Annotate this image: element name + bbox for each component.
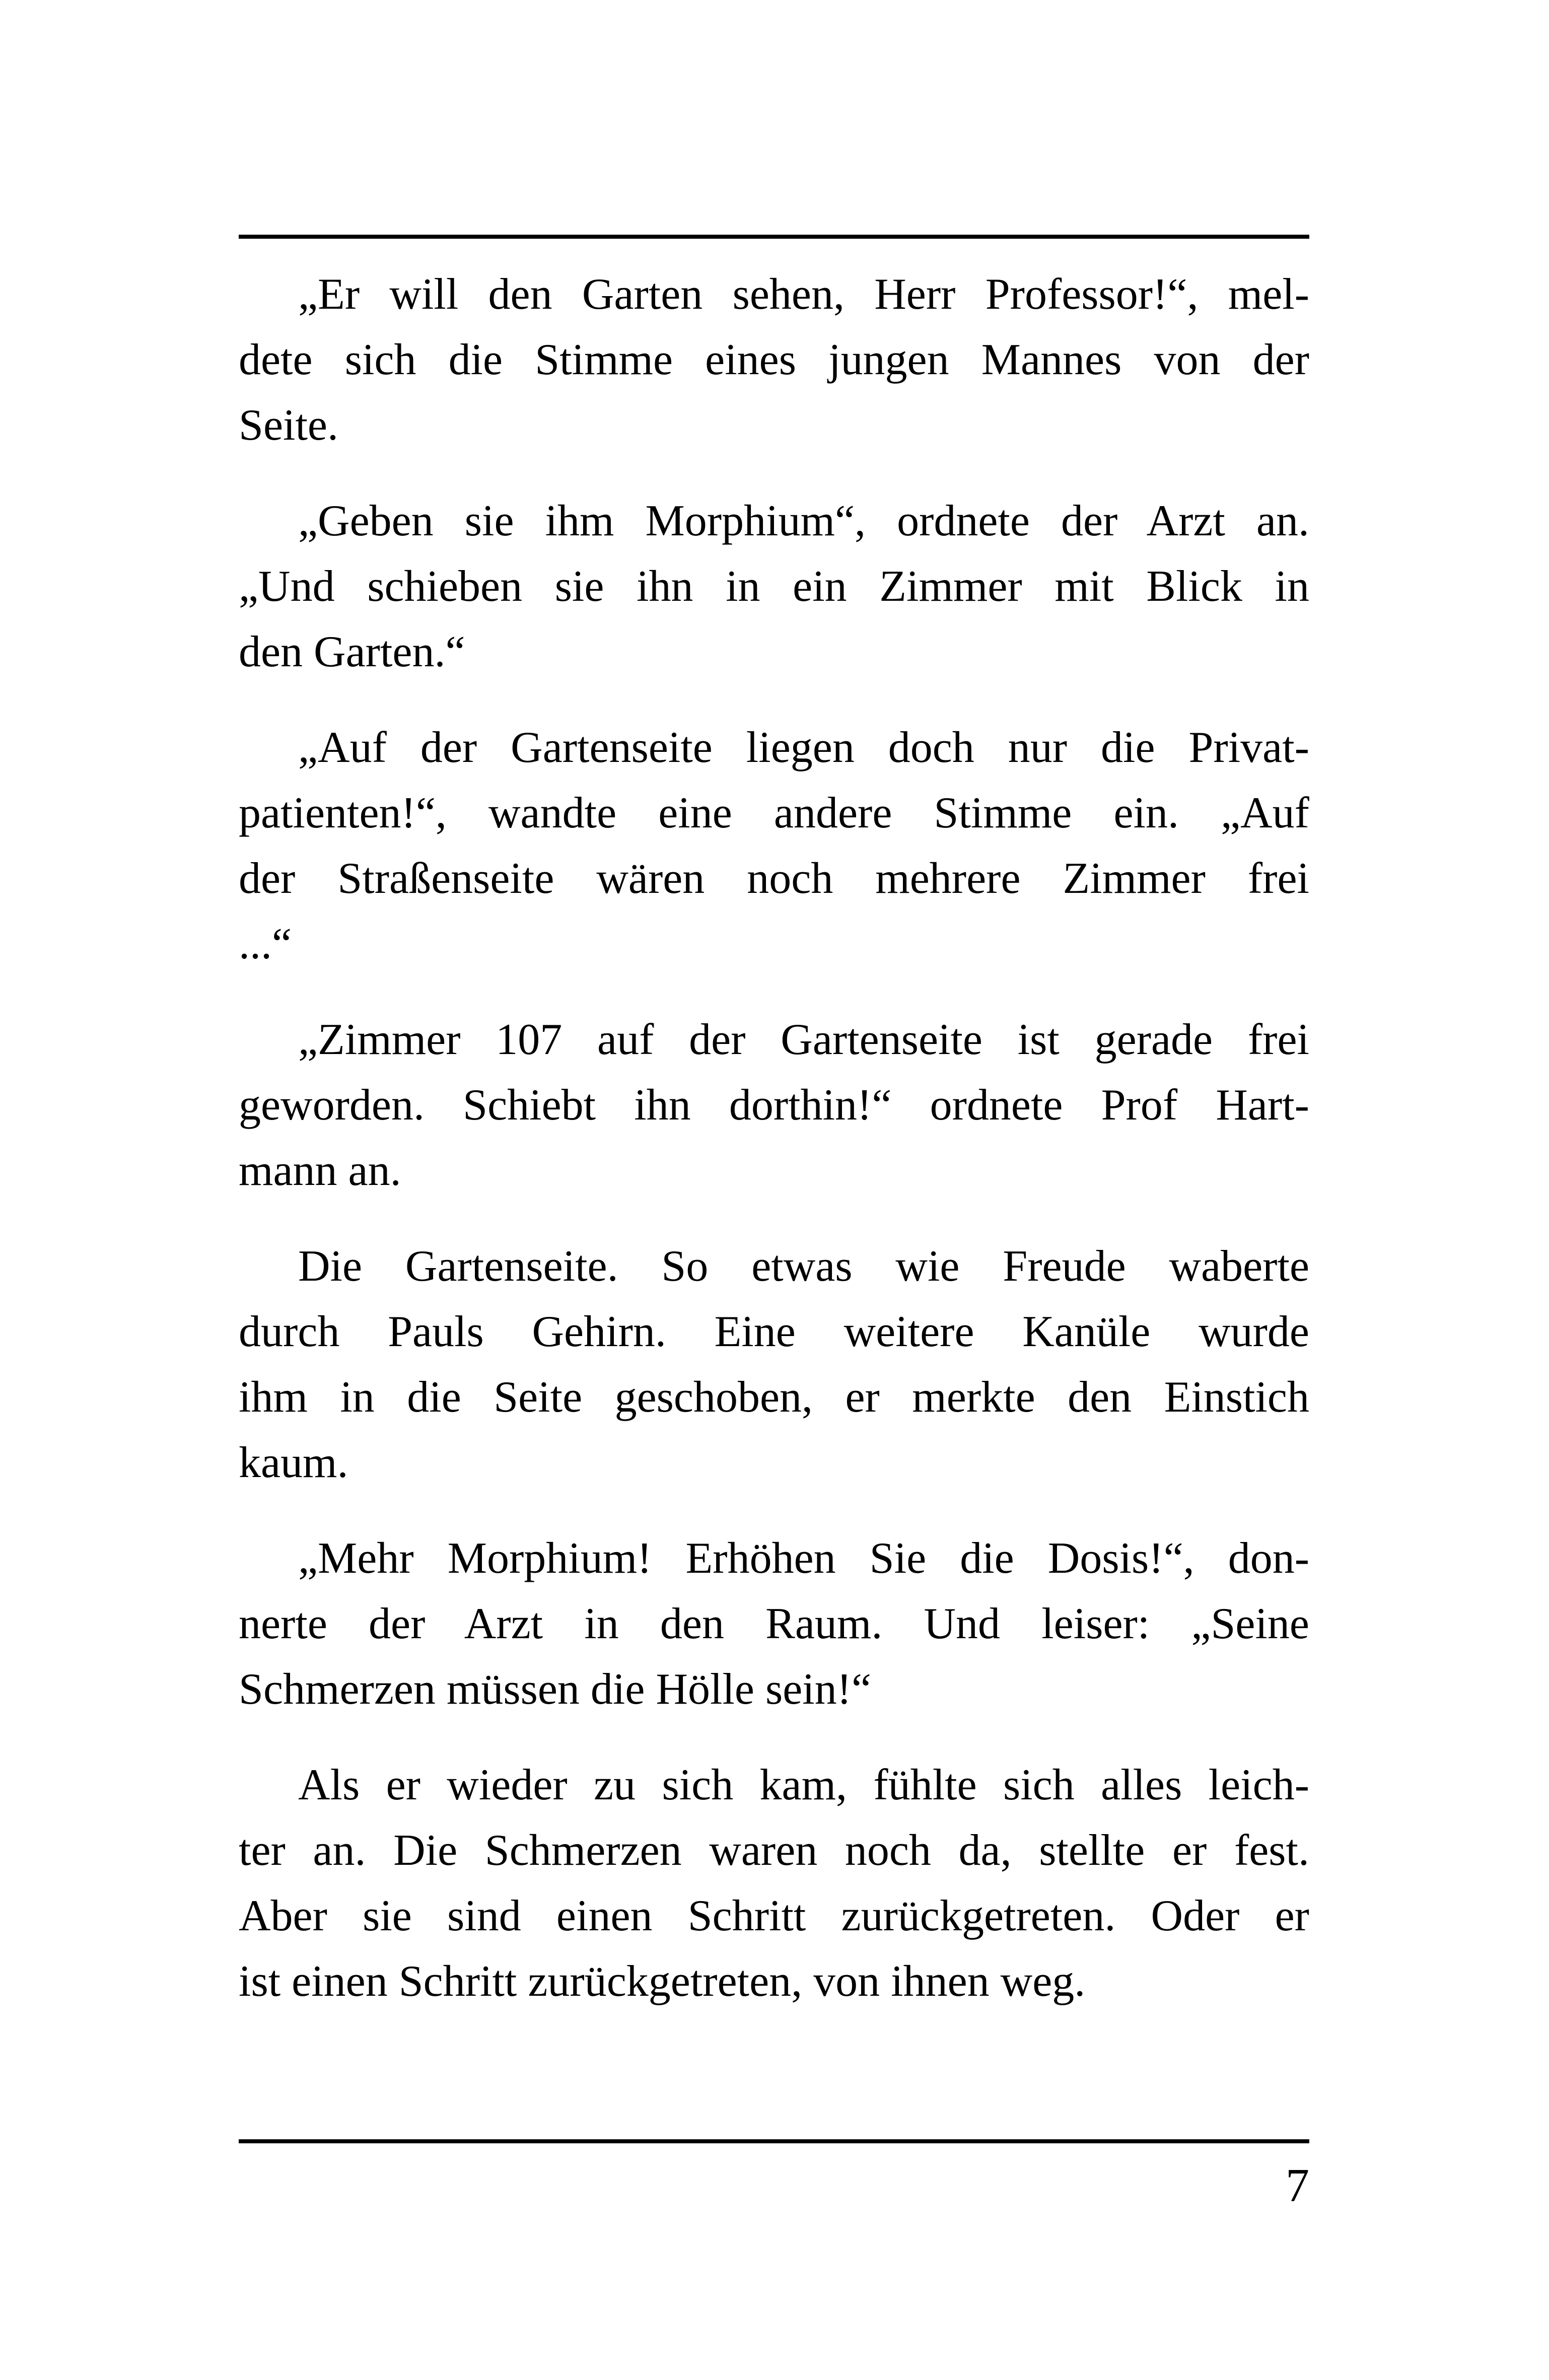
text-line: Als er wieder zu sich kam, fühlte sich alles leich-	[298, 1761, 1309, 1809]
text-line: patienten!“, wandte eine andere Stimme ein. „Auf	[239, 789, 1309, 837]
text-line: „Geben sie ihm Morphium“, ordnete der Arzt an.	[298, 497, 1309, 545]
text-line: Schmerzen müssen die Hölle sein!“	[239, 1665, 872, 1714]
paragraph-4	[239, 1007, 1309, 1204]
text-line: mann an.	[239, 1146, 401, 1195]
text-line: „Zimmer 107 auf der Gartenseite ist gerade frei	[298, 1015, 1309, 1064]
bottom-rule	[239, 2139, 1309, 2143]
text-line: geworden. Schiebt ihn dorthin!“ ordnete Prof Hart-	[239, 1081, 1309, 1130]
text-line: „Und schieben sie ihn in ein Zimmer mit Blick in	[239, 562, 1309, 611]
paragraph-2	[239, 488, 1309, 685]
paragraph-5	[239, 1234, 1309, 1496]
text-line: Aber sie sind einen Schritt zurückgetreten. Oder er	[239, 1892, 1309, 1940]
text-line: „Er will den Garten sehen, Herr Professor!“, mel-	[298, 270, 1309, 319]
page-number: 7	[1286, 2159, 1309, 2212]
top-rule	[239, 235, 1309, 239]
text-line: nerte der Arzt in den Raum. Und leiser: „Seine	[239, 1599, 1309, 1648]
paragraph-7	[239, 1753, 1309, 2014]
text-line: ter an. Die Schmerzen waren noch da, stellte er fest.	[239, 1826, 1309, 1875]
text-line: ist einen Schritt zurückgetreten, von ihnen weg.	[239, 1957, 1086, 2006]
paragraph-3	[239, 715, 1309, 977]
text-line: kaum.	[239, 1438, 348, 1487]
text-line: dete sich die Stimme eines jungen Mannes von der	[239, 335, 1309, 384]
text-line: Seite.	[239, 401, 338, 450]
text-line: durch Pauls Gehirn. Eine weitere Kanüle wurde	[239, 1307, 1309, 1356]
text-line: ...“	[239, 920, 292, 968]
body-text	[239, 262, 1309, 2045]
text-line: Die Gartenseite. So etwas wie Freude waberte	[298, 1242, 1309, 1291]
text-line: den Garten.“	[239, 627, 465, 676]
text-line: „Auf der Gartenseite liegen doch nur die Privat-	[298, 723, 1309, 772]
text-line: der Straßenseite wären noch mehrere Zimmer frei	[239, 854, 1309, 903]
text-line: „Mehr Morphium! Erhöhen Sie die Dosis!“, don-	[298, 1534, 1309, 1583]
text-line: ihm in die Seite geschoben, er merkte den Einstich	[239, 1373, 1309, 1422]
paragraph-1	[239, 262, 1309, 458]
paragraph-6	[239, 1526, 1309, 1722]
